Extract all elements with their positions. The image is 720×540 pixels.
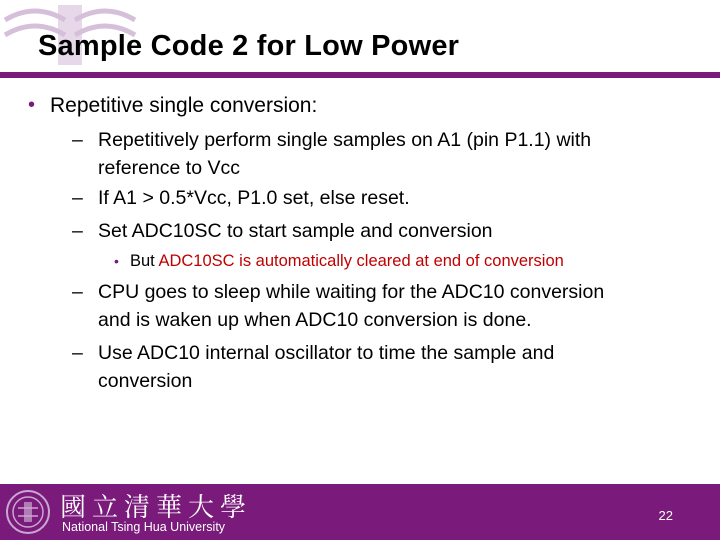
bullet-dot-icon: • (28, 94, 36, 116)
page-number: 22 (658, 508, 673, 523)
bullet-item-5-line-1: Use ADC10 internal oscillator to time the sample and (98, 342, 555, 364)
university-name-cjk: 國立清華大學 (60, 493, 253, 523)
sub-bullet-highlight: ADC10SC is automatically cleared at end of conversion (158, 252, 564, 270)
university-seal-icon (4, 488, 52, 536)
sub-bullet (114, 250, 564, 272)
sub-bullet-prefix: But (130, 252, 159, 270)
bullet-main (28, 92, 318, 120)
bullet-item-1-line-1: Repetitively perform single samples on A1 (pin P1.1) with (98, 129, 592, 151)
slide-title: Sample Code 2 for Low Power (38, 30, 460, 62)
bullet-item-4 (72, 278, 688, 334)
dash-icon: – (72, 187, 83, 209)
bullet-item-2-text: If A1 > 0.5*Vcc, P1.0 set, else reset. (98, 187, 410, 209)
dash-icon: – (72, 281, 83, 303)
bullet-item-1-line-2: reference to Vcc (98, 157, 240, 179)
bullet-dot-icon: • (114, 253, 119, 269)
bullet-item-4-line-1: CPU goes to sleep while waiting for the ADC10 conversion (98, 281, 605, 303)
bullet-item-5 (72, 339, 688, 395)
bullet-main-text: Repetitive single conversion: (50, 94, 318, 117)
bullet-item-1 (72, 126, 688, 182)
university-name: National Tsing Hua University (62, 520, 226, 534)
bullet-item-3-text: Set ADC10SC to start sample and conversion (98, 220, 493, 242)
slide-footer (0, 484, 720, 540)
title-divider (0, 72, 720, 78)
dash-icon: – (72, 129, 83, 151)
dash-icon: – (72, 342, 83, 364)
bullet-item-4-line-2: and is waken up when ADC10 conversion is done. (98, 309, 532, 331)
bullet-item-5-line-2: conversion (98, 370, 193, 392)
bullet-item-2 (72, 184, 688, 212)
dash-icon: – (72, 220, 83, 242)
bullet-item-3 (72, 217, 688, 245)
